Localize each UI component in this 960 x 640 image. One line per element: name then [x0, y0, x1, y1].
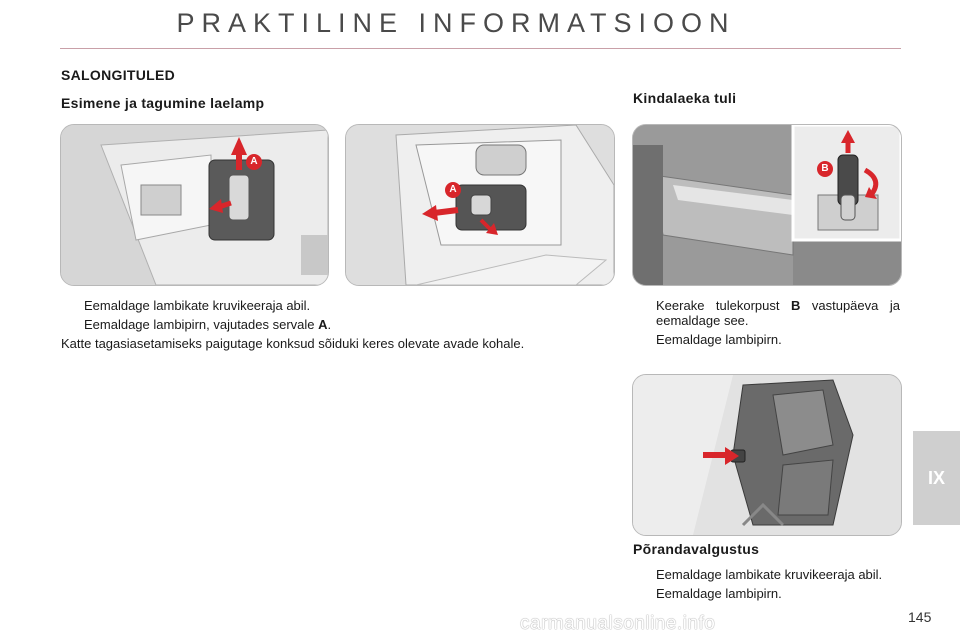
footwell-lamp-title: Põrandavalgustus	[633, 541, 760, 557]
list-item: Eemaldage lambipirn, vajutades servale A.	[84, 317, 332, 332]
front-rear-steps	[61, 298, 606, 336]
footwell-lamp-image	[632, 374, 902, 536]
ceiling-lamp-illustration-2	[346, 125, 614, 285]
ceiling-lamp-illustration-1	[61, 125, 328, 285]
list-item: Eemaldage lambipirn.	[656, 586, 782, 601]
list-item: Eemaldage lambipirn.	[656, 332, 782, 347]
section-title: SALONGITULED	[61, 67, 176, 83]
callout-a-badge: A	[246, 154, 262, 170]
front-rear-lamp-title: Esimene ja tagumine laelamp	[61, 95, 265, 111]
watermark: carmanualsonline.info	[520, 613, 716, 634]
list-item: Eemaldage lambikate kruvikeeraja abil.	[656, 567, 883, 582]
glovebox-lamp-title: Kindalaeka tuli	[633, 90, 737, 106]
ceiling-lamp-image-2	[345, 124, 615, 286]
glovebox-lamp-image	[632, 124, 902, 286]
list-item: Eemaldage lambikate kruvikeeraja abil.	[84, 298, 311, 313]
glovebox-illustration	[633, 125, 901, 285]
glovebox-steps	[633, 298, 900, 351]
footwell-steps	[633, 567, 900, 605]
ceiling-lamp-image-1	[60, 124, 329, 286]
header-divider	[60, 48, 901, 49]
callout-b-badge: B	[817, 161, 833, 177]
reassembly-note: Katte tagasiasetamiseks paigutage konksud sõiduki keres olevate avade kohale.	[61, 336, 525, 351]
callout-a-badge-2: A	[445, 182, 461, 198]
list-item: Keerake tulekorpust B vastupäeva ja eemaldage see.	[656, 298, 900, 328]
chapter-tab	[913, 431, 960, 525]
chapter-label: IX	[927, 467, 945, 488]
footwell-illustration	[633, 375, 901, 535]
page-header-title: PRAKTILINE INFORMATSIOON	[176, 8, 736, 38]
page-number: 145	[908, 609, 932, 625]
